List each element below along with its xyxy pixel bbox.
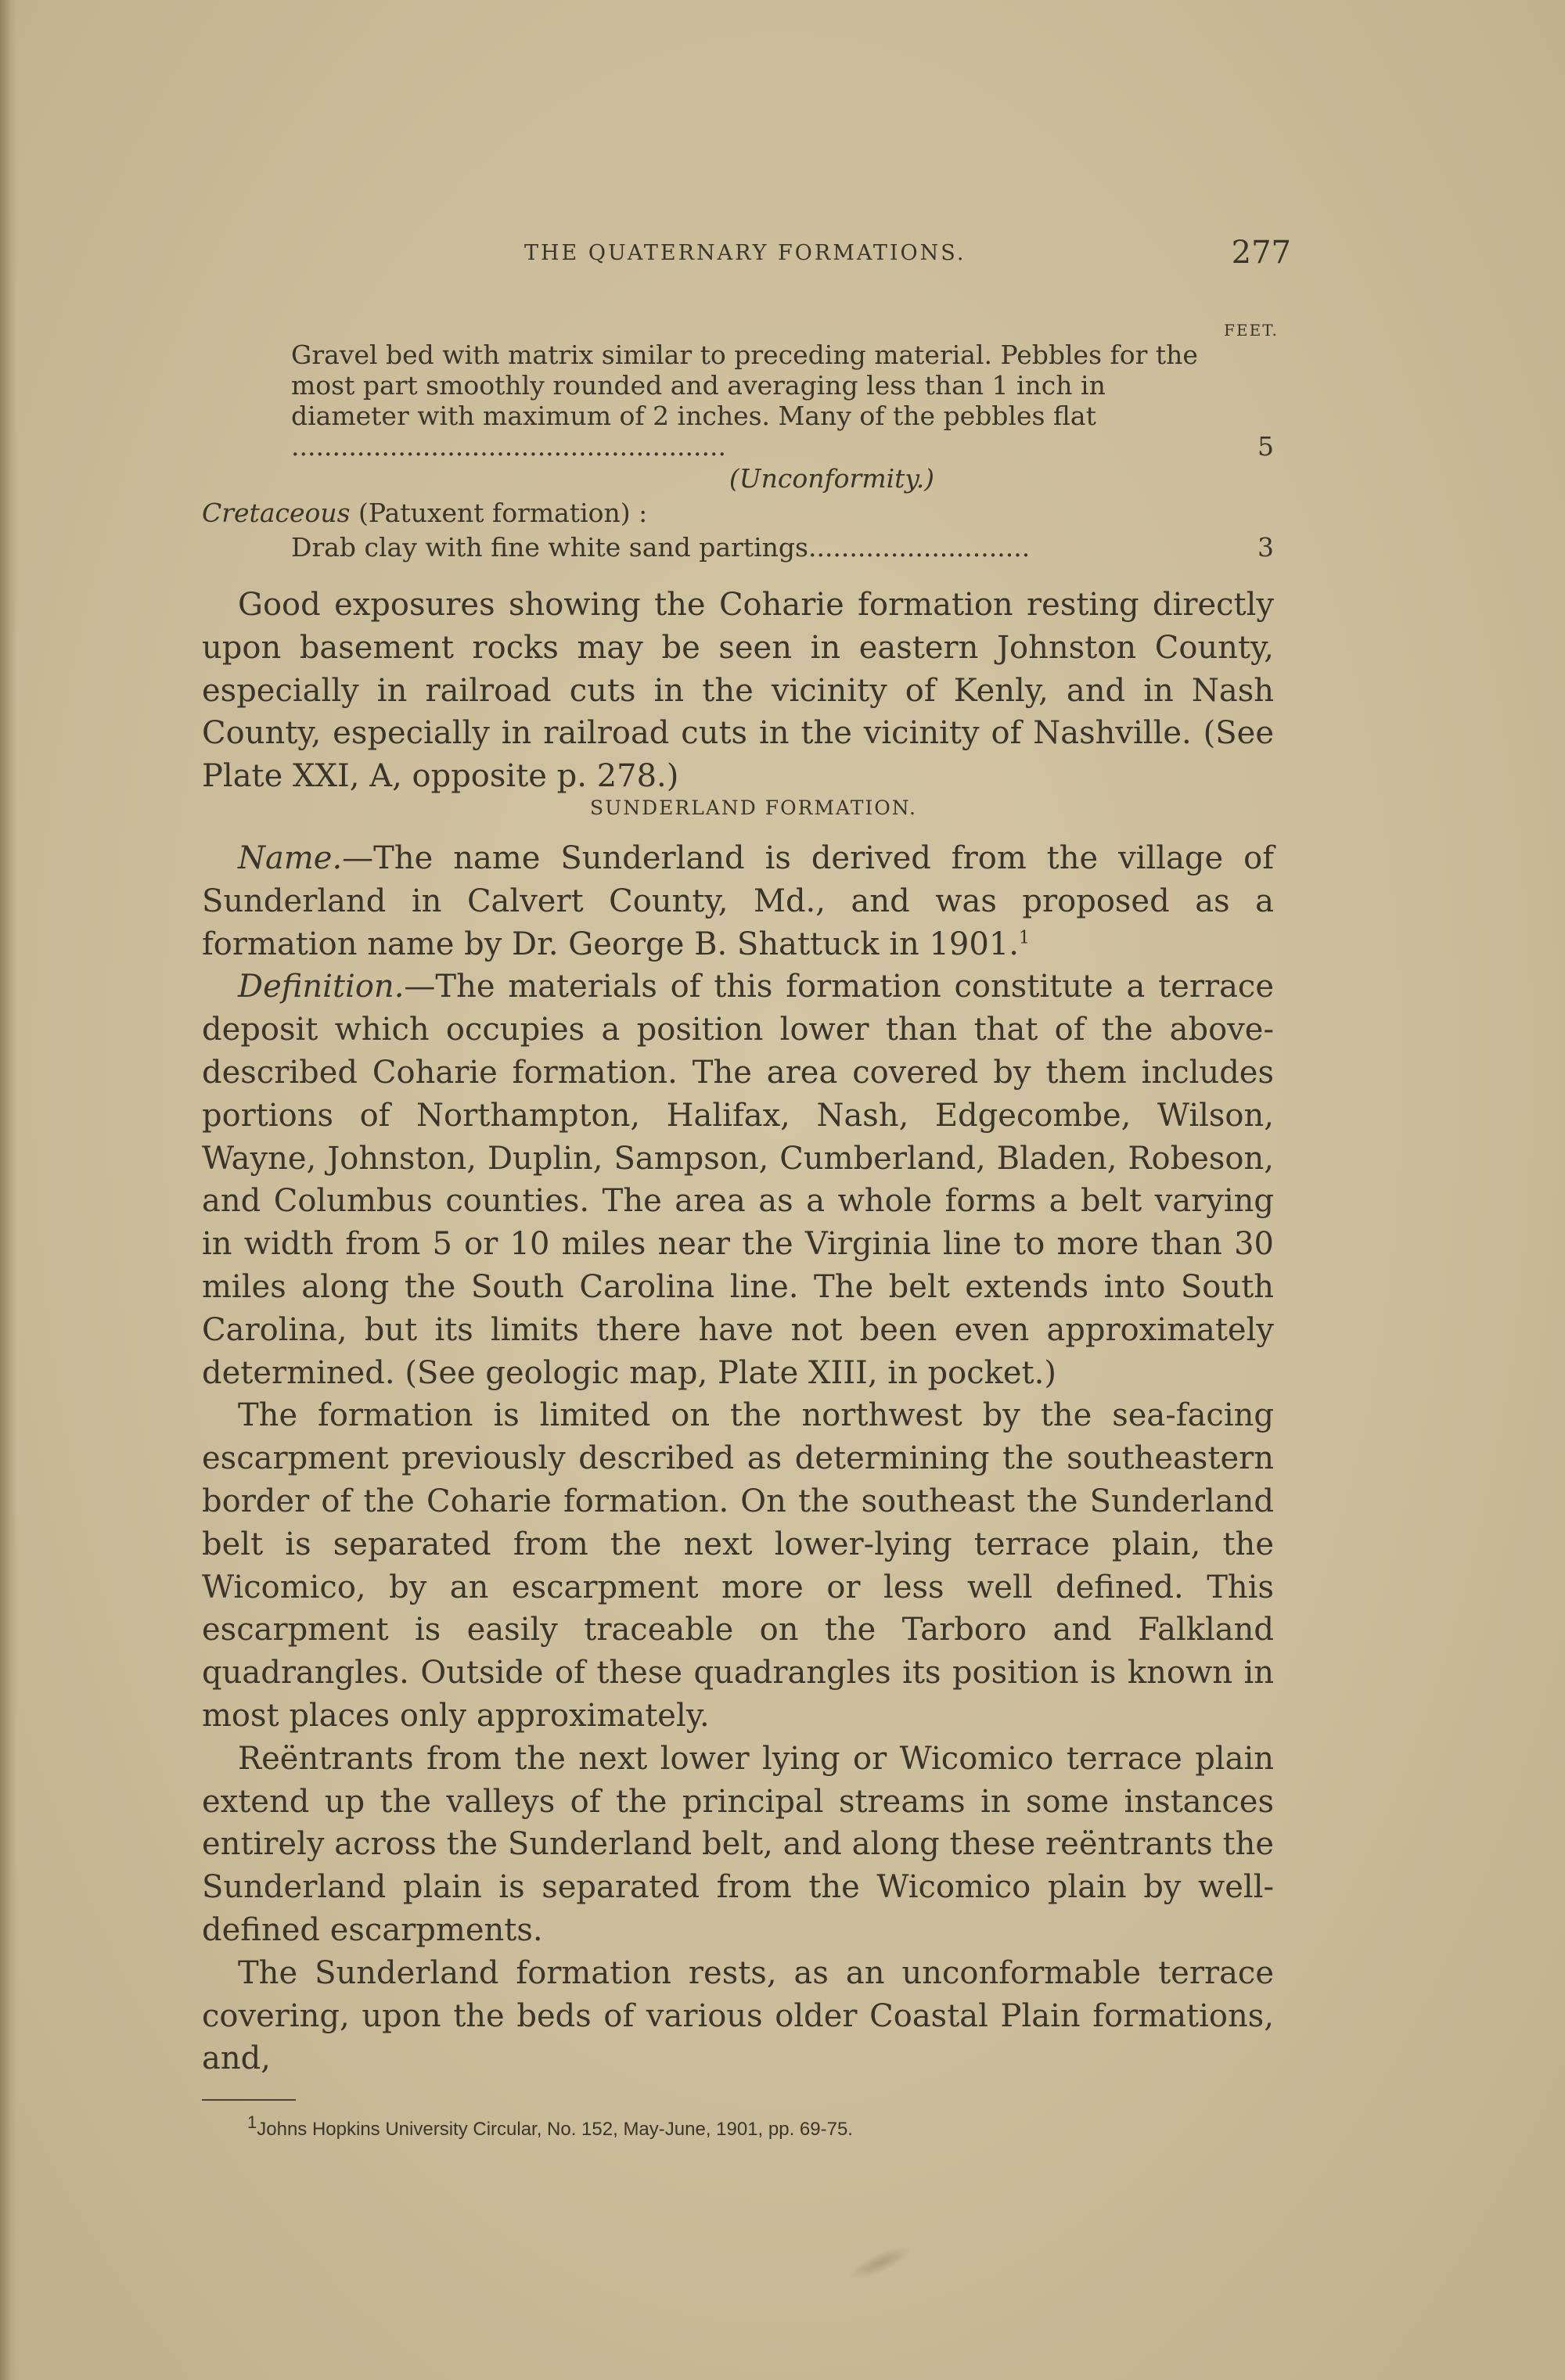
formation-name: (Patuxent formation) :: [350, 498, 648, 528]
footnote-mark: 1: [247, 2112, 257, 2133]
paragraph-text: —The materials of this formation constitute a terrace deposit which occupies a position lower than that of the above-described Coharie formation. The area covered by them includes portions of Northampton, Halifax, Nash, Edgecombe, Wilson, Wayne, Johnston, Duplin, Sampson, Cumberland, Bladen, Robeson, and Columbus counties. The area as a whole forms a belt varying in width from 5 or 10 miles near the Virginia line to more than 30 miles along the South Carolina line. The belt extends into South Carolina, but its limits there have not been even approximately determined. (See geologic map, Plate XIII, in pocket.): [202, 969, 1274, 1391]
section-entry-clay: [202, 530, 1274, 565]
paragraph-rests: The Sunderland formation rests, as an unconformable terrace covering, upon the beds of various older Coastal Plain formations, and,: [202, 1954, 1274, 2077]
paragraph-label: Definition.: [238, 969, 405, 1005]
paragraph-label: Name.: [238, 839, 343, 876]
entry-thickness: 3: [1257, 532, 1274, 563]
paragraph-name: [202, 837, 1274, 965]
entry-description: Gravel bed with matrix similar to preceding material. Pebbles for the most part smoothly rounded and averaging less than 1 inch in diameter with maximum of 2 inches. Many of the pebbles flat .....................................................: [291, 340, 1198, 462]
entry-thickness: 5: [1257, 431, 1274, 462]
running-title: THE QUATERNARY FORMATIONS.: [524, 241, 966, 265]
unconformity-label: (Unconformity.): [729, 463, 935, 494]
system-name: Cretaceous: [202, 498, 351, 528]
footnote: [202, 2112, 1274, 2141]
paragraph-definition: [202, 965, 1274, 1394]
page-number: 277: [1231, 235, 1291, 271]
section-entry-gravel: [202, 340, 1274, 462]
footnote-reference: 1: [1018, 928, 1030, 948]
paper-smudge: [844, 2239, 916, 2286]
thickness-unit-heading: FEET.: [1224, 321, 1279, 340]
entry-description: Drab clay with fine white sand partings...........................: [291, 532, 1031, 563]
page-body: [202, 321, 1279, 2141]
page-header: [203, 235, 1291, 282]
paragraph-reentrants: Reëntrants from the next lower lying or Wicomico terrace plain extend up the valleys of the principal streams in some instances entirely across the Sunderland belt, and along these reëntrants the Sunderland plain is separated from the Wicomico plain by well-defined escarpments.: [202, 1740, 1274, 1948]
section-heading: SUNDERLAND FORMATION.: [590, 796, 917, 819]
stratigraphic-section: [202, 321, 1279, 565]
paragraph-text: —The name Sunderland is derived from the village of Sunderland in Calvert County, Md., and was proposed as a formation name by Dr. George B. Shattuck in 1901.: [202, 839, 1274, 962]
system-label: [202, 496, 1274, 530]
paragraph-limits: The formation is limited on the northwest by the sea-facing escarpment previously described as determining the southeastern border of the Coharie formation. On the southeast the Sunderland belt is separated from the next lower-lying terrace plain, the Wicomico, by an escarpment more or less well defined. This escarpment is easily traceable on the Tarboro and Falkland quadrangles. Outside of these quadrangles its position is known in most places only approximately.: [202, 1397, 1274, 1734]
page-binding-edge: [0, 0, 17, 2380]
paragraph-exposures: Good exposures showing the Coharie formation resting directly upon basement rocks may be seen in eastern Johnston County, especially in railroad cuts in the vicinity of Kenly, and in Nash County, especially in railroad cuts in the vicinity of Nashville. (See Plate XXI, A, opposite p. 278.): [202, 587, 1274, 795]
footnote-divider: [202, 2099, 296, 2101]
footnote-text: Johns Hopkins University Circular, No. 152, May-June, 1901, pp. 69-75.: [257, 2119, 853, 2141]
